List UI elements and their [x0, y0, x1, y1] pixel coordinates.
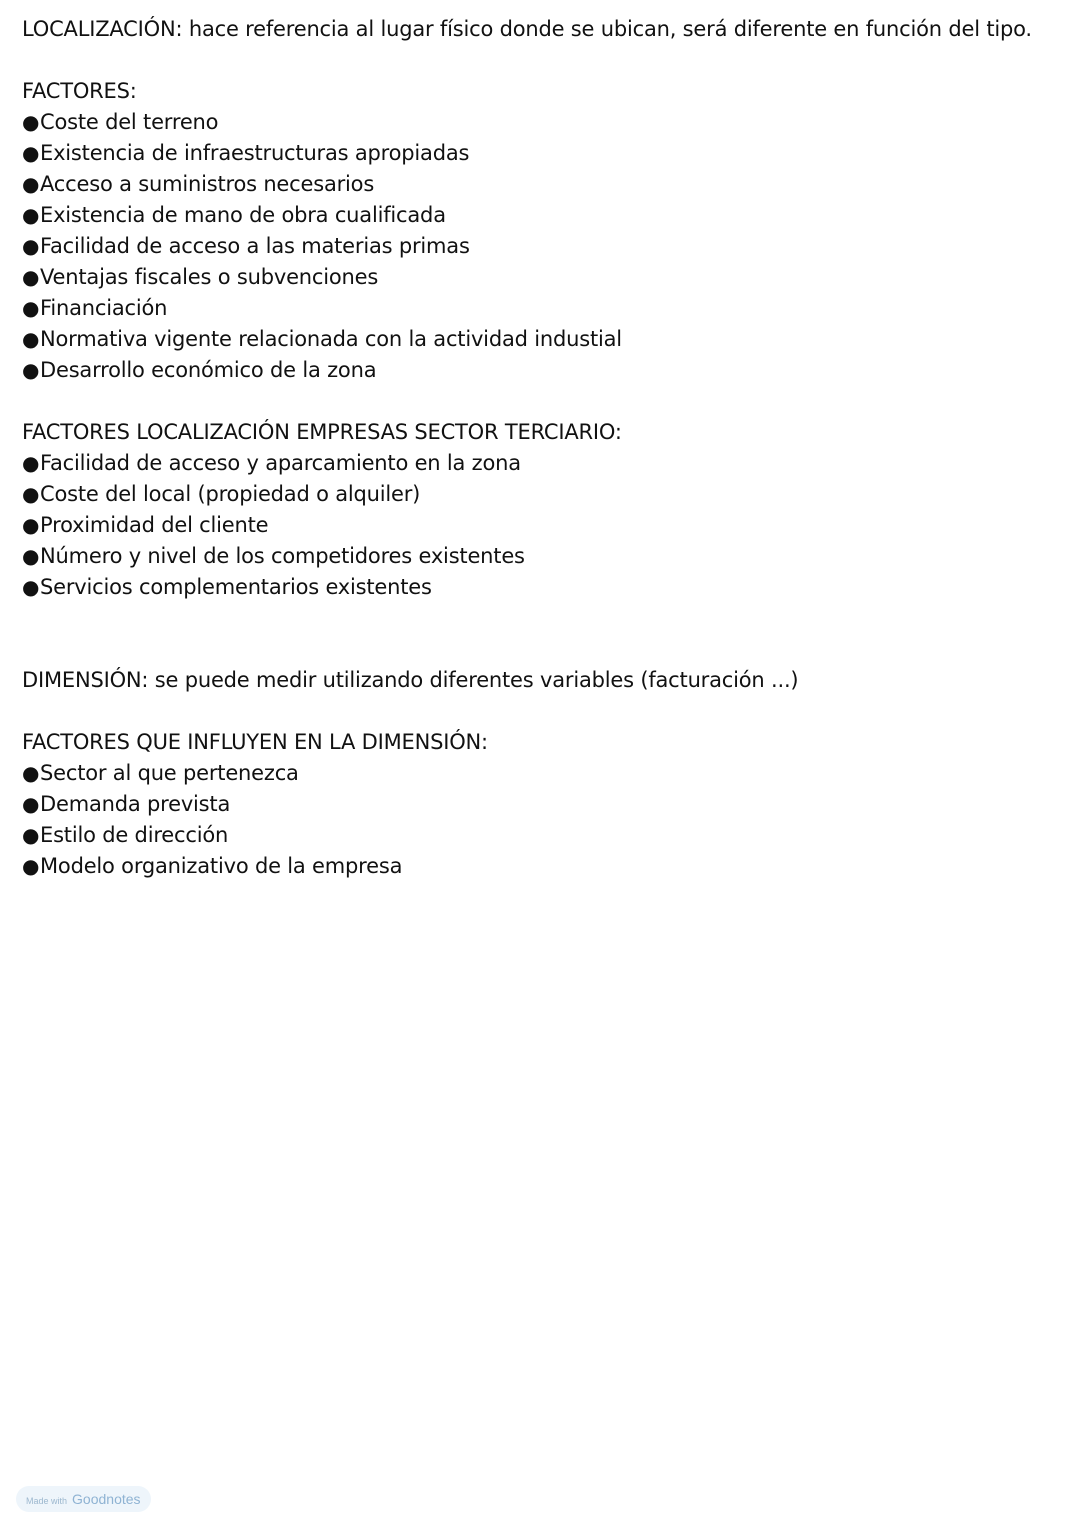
- bullet-icon: ●: [22, 358, 40, 382]
- list-item: ● Financiación: [22, 293, 1062, 324]
- bullet-icon: ●: [22, 575, 40, 599]
- terciario-heading: FACTORES LOCALIZACIÓN EMPRESAS SECTOR TERCIARIO:: [22, 420, 622, 444]
- bullet-icon: ●: [22, 544, 40, 568]
- list-item: ● Servicios complementarios existentes: [22, 572, 1062, 603]
- dimension-intro: DIMENSIÓN: se puede medir utilizando diferentes variables (facturación ...): [22, 668, 799, 692]
- watermark-made-with: Made with: [26, 1496, 68, 1506]
- list-item: ● Sector al que pertenezca: [22, 758, 1062, 789]
- list-item: ● Existencia de mano de obra cualificada: [22, 200, 1062, 231]
- list-item: ● Coste del terreno: [22, 107, 1062, 138]
- list-item: ● Estilo de dirección: [22, 820, 1062, 851]
- list-item: ● Proximidad del cliente: [22, 510, 1062, 541]
- list-item: ● Demanda prevista: [22, 789, 1062, 820]
- list-item: ● Acceso a suministros necesarios: [22, 169, 1062, 200]
- list-item: ● Ventajas fiscales o subvenciones: [22, 262, 1062, 293]
- bullet-icon: ●: [22, 482, 40, 506]
- list-item: ● Número y nivel de los competidores existentes: [22, 541, 1062, 572]
- factores-heading: FACTORES:: [22, 79, 137, 103]
- bullet-icon: ●: [22, 203, 40, 227]
- list-item: ● Desarrollo económico de la zona: [22, 355, 1062, 386]
- watermark-brand: Goodnotes: [72, 1491, 141, 1507]
- bullet-icon: ●: [22, 141, 40, 165]
- bullet-icon: ●: [22, 234, 40, 258]
- bullet-icon: ●: [22, 854, 40, 878]
- bullet-icon: ●: [22, 451, 40, 475]
- bullet-icon: ●: [22, 296, 40, 320]
- bullet-icon: ●: [22, 110, 40, 134]
- notes-page: [22, 14, 1062, 882]
- goodnotes-watermark: [16, 1486, 151, 1512]
- bullet-icon: ●: [22, 761, 40, 785]
- list-item: ● Existencia de infraestructuras apropiadas: [22, 138, 1062, 169]
- bullet-icon: ●: [22, 172, 40, 196]
- dimension-factores-heading: FACTORES QUE INFLUYEN EN LA DIMENSIÓN:: [22, 730, 488, 754]
- bullet-icon: ●: [22, 823, 40, 847]
- bullet-icon: ●: [22, 513, 40, 537]
- bullet-icon: ●: [22, 792, 40, 816]
- list-item: ● Facilidad de acceso y aparcamiento en la zona: [22, 448, 1062, 479]
- list-item: ● Normativa vigente relacionada con la actividad industial: [22, 324, 1062, 355]
- list-item: ● Coste del local (propiedad o alquiler): [22, 479, 1062, 510]
- localizacion-intro: LOCALIZACIÓN: hace referencia al lugar físico donde se ubican, será diferente en función del tipo.: [22, 17, 1032, 41]
- bullet-icon: ●: [22, 265, 40, 289]
- list-item: ● Modelo organizativo de la empresa: [22, 851, 1062, 882]
- bullet-icon: ●: [22, 327, 40, 351]
- list-item: ● Facilidad de acceso a las materias primas: [22, 231, 1062, 262]
